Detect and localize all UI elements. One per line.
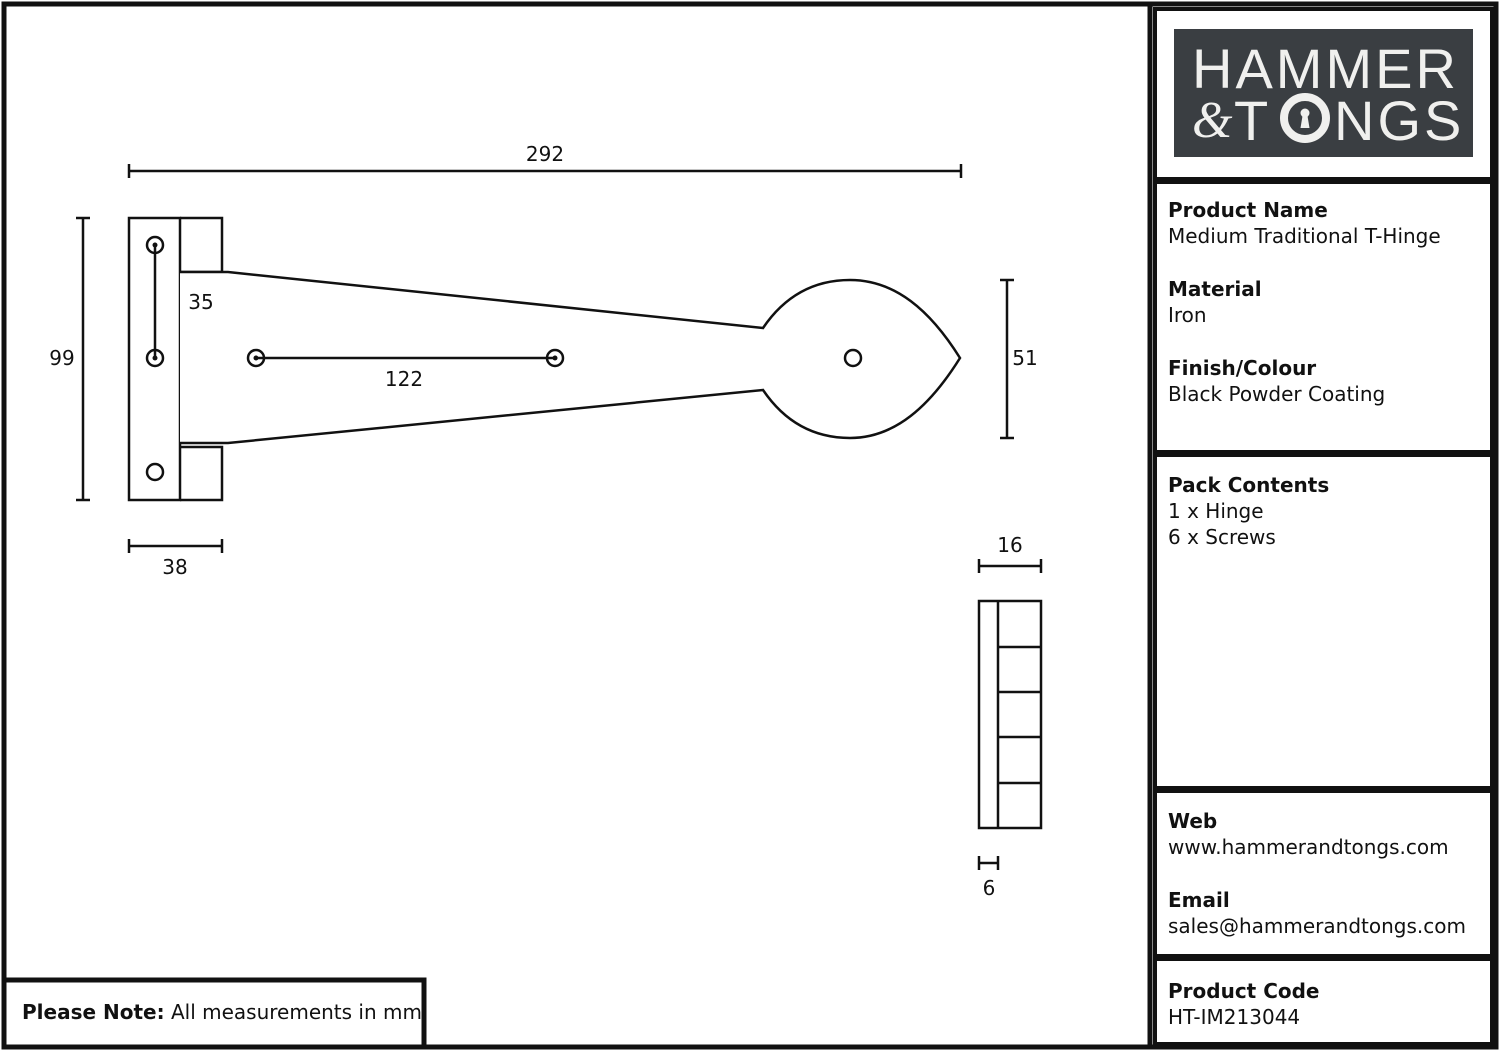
logo-line-1: HAMMER [1192,37,1459,100]
hinge-side-view [979,601,1041,828]
web-link[interactable]: www.hammerandtongs.com [1168,835,1449,859]
note-label: Please Note: [22,1000,165,1024]
pack-item: 6 x Screws [1168,525,1276,549]
dim-overall-length: 292 [525,142,565,166]
material-label: Material [1168,277,1262,301]
finish-value: Black Powder Coating [1168,382,1386,406]
dim-hole-spacing: 122 [384,367,424,391]
pack-contents [1168,472,1329,550]
dim-plate-width: 38 [162,555,188,579]
logo-line-2-start: T [1234,89,1269,152]
web-label: Web [1168,809,1218,833]
product-code-value: HT-IM213044 [1168,1005,1301,1029]
dim-strap-width: 35 [188,290,214,314]
email-link[interactable]: sales@hammerandtongs.com [1168,914,1466,938]
product-code-label: Product Code [1168,979,1320,1003]
email-label: Email [1168,888,1230,912]
dim-tip-width: 51 [1012,346,1038,370]
contact-info [1168,808,1466,966]
knuckle-bottom [180,447,222,500]
screw-hole-plate-bottom [147,464,163,480]
pack-contents-label: Pack Contents [1168,473,1330,497]
knuckle-top [180,218,222,272]
logo-ampersand: & [1192,92,1233,149]
note-text: All measurements in mm [170,1000,422,1024]
product-name-value: Medium Traditional T-Hinge [1168,224,1441,248]
measurement-note [22,999,422,1025]
product-name-label: Product Name [1168,198,1328,222]
dim-height: 99 [49,346,75,370]
product-code-info [1168,978,1320,1030]
product-info [1168,197,1441,434]
material-value: Iron [1168,303,1207,327]
finish-label: Finish/Colour [1168,356,1317,380]
logo-line-2-end: NGS [1334,89,1465,152]
dim-side-thickness: 6 [982,876,996,900]
pack-item: 1 x Hinge [1168,499,1264,523]
dim-side-width: 16 [997,533,1023,557]
